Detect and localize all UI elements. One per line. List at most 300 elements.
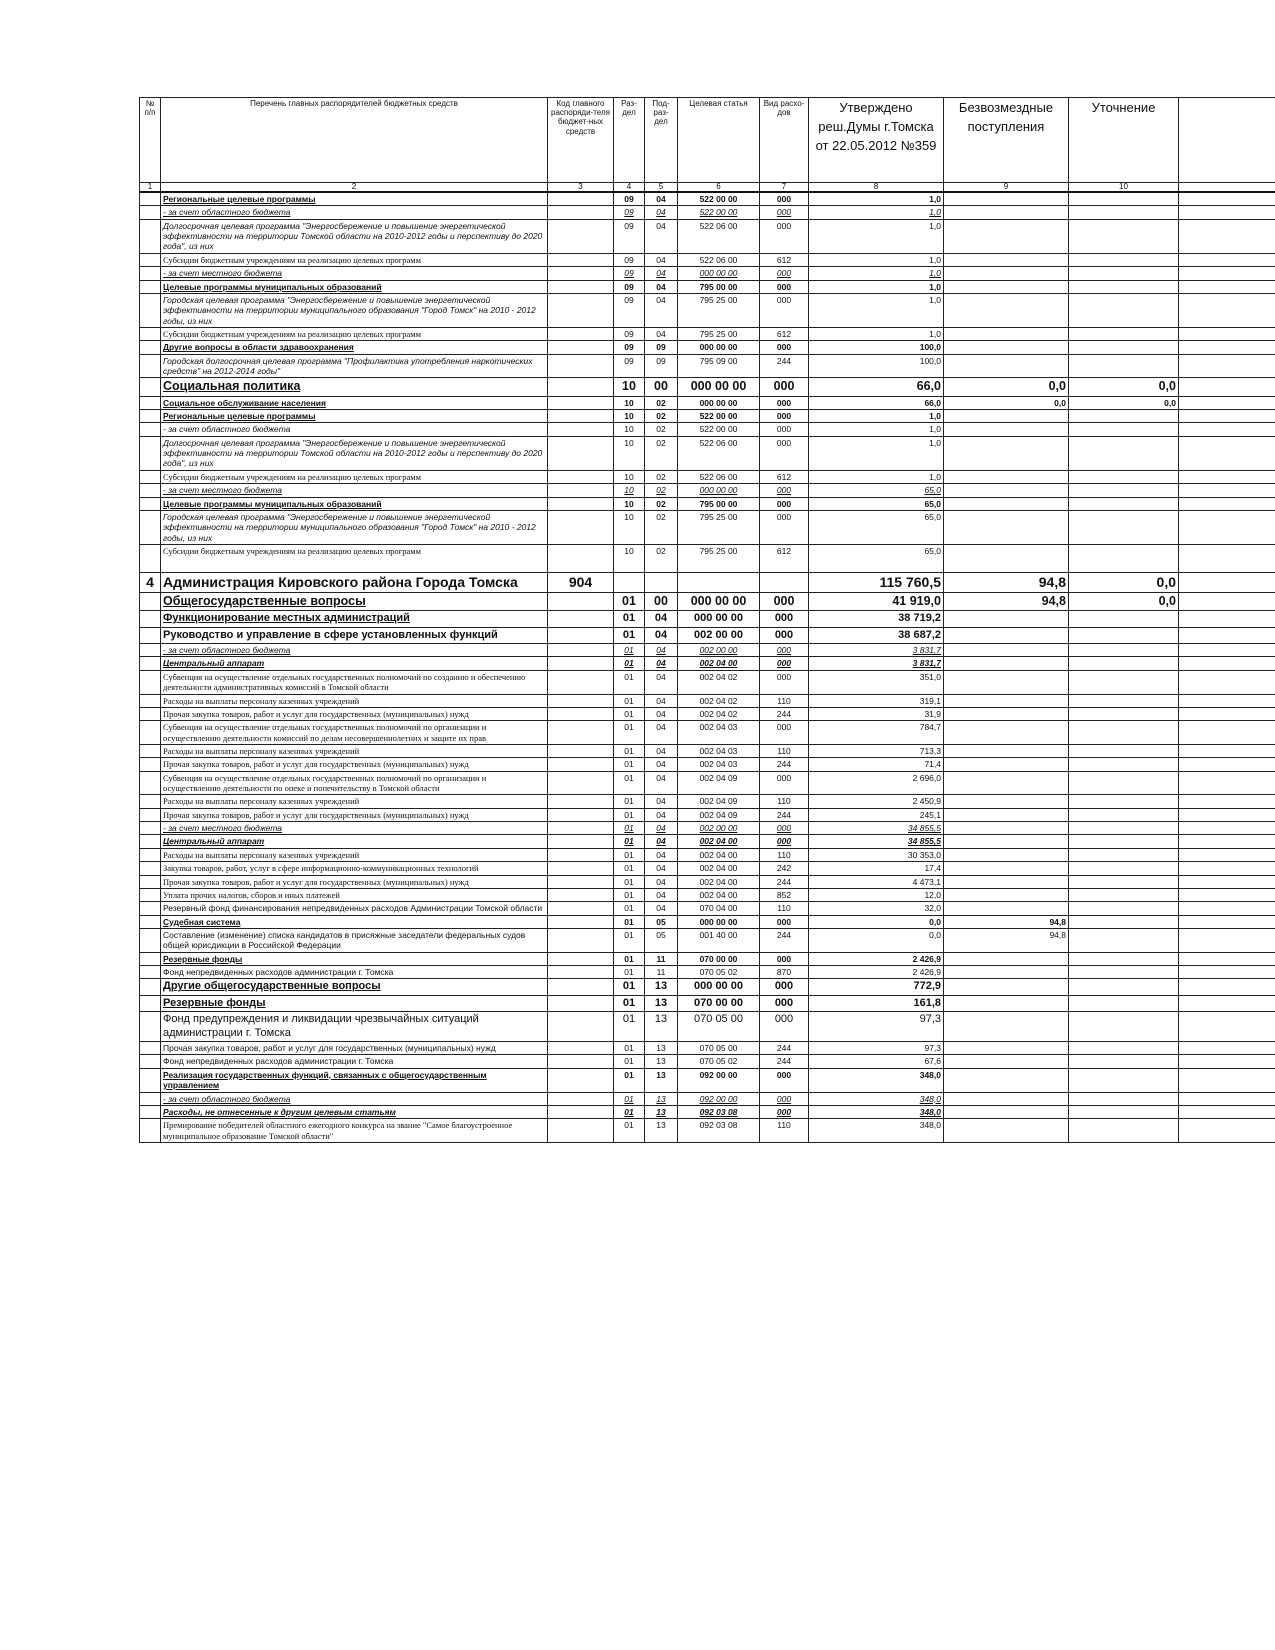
row-clarify (1069, 808, 1179, 821)
row-approved: 1,0 (809, 267, 944, 280)
row-subsection: 04 (645, 835, 678, 848)
row-code (548, 1055, 614, 1068)
row-number (140, 1119, 161, 1143)
row-grants (944, 758, 1069, 771)
table-row (140, 862, 1275, 875)
row-code (548, 192, 614, 206)
row-name: Прочая закупка товаров, работ и услуг для государственных (муниципальных) нужд (161, 1042, 548, 1055)
row-code (548, 436, 614, 470)
row-grants (944, 670, 1069, 694)
row-exp-type: 870 (760, 966, 809, 979)
row-subsection: 13 (645, 979, 678, 995)
row-extra (1179, 707, 1275, 720)
row-approved: 3 831,7 (809, 644, 944, 657)
row-target: 795 25 00 (678, 510, 760, 544)
row-grants (944, 995, 1069, 1011)
table-row (140, 707, 1275, 720)
row-code (548, 694, 614, 707)
row-grants (944, 293, 1069, 327)
row-extra (1179, 396, 1275, 409)
col-target-header: Целевая статья (678, 98, 760, 183)
row-number (140, 1055, 161, 1068)
row-code (548, 327, 614, 340)
row-section: 01 (614, 1105, 645, 1118)
row-grants (944, 1012, 1069, 1042)
table-row (140, 206, 1275, 219)
row-exp-type: 000 (760, 497, 809, 510)
row-code (548, 915, 614, 928)
row-clarify (1069, 253, 1179, 266)
row-grants (944, 327, 1069, 340)
row-grants (944, 835, 1069, 848)
row-extra (1179, 436, 1275, 470)
table-row (140, 1119, 1275, 1143)
row-name: Премирование победителей областного ежегодного конкурса на звание "Самое благоустроенное муниципальное образование Томской области" (161, 1119, 548, 1143)
row-extra (1179, 694, 1275, 707)
table-row (140, 644, 1275, 657)
budget-sheet (139, 97, 1275, 1143)
col-number: 3 (548, 183, 614, 193)
row-exp-type: 000 (760, 1012, 809, 1042)
row-clarify (1069, 744, 1179, 757)
row-section: 09 (614, 341, 645, 354)
table-row (140, 192, 1275, 206)
row-target: 795 25 00 (678, 293, 760, 327)
row-target: 002 04 00 (678, 848, 760, 861)
row-subsection: 05 (645, 915, 678, 928)
row-number (140, 795, 161, 808)
table-row (140, 410, 1275, 423)
row-target: 070 00 00 (678, 952, 760, 965)
row-grants: 94,8 (944, 572, 1069, 592)
row-exp-type: 000 (760, 1105, 809, 1118)
row-grants (944, 795, 1069, 808)
row-subsection: 13 (645, 1092, 678, 1105)
row-section: 01 (614, 644, 645, 657)
col-number: 7 (760, 183, 809, 193)
row-approved: 1,0 (809, 436, 944, 470)
row-section: 10 (614, 423, 645, 436)
row-grants (944, 510, 1069, 544)
row-approved: 115 760,5 (809, 572, 944, 592)
row-extra (1179, 744, 1275, 757)
row-approved: 32,0 (809, 902, 944, 915)
row-clarify (1069, 1119, 1179, 1143)
row-approved: 0,0 (809, 915, 944, 928)
row-name: Долгосрочная целевая программа "Энергосбережение и повышение энергетической эффективности на территории Томской области на 2010-2012 годы и перспективу до 2020 года", из них (161, 219, 548, 253)
table-row (140, 848, 1275, 861)
row-name: - за счет областного бюджета (161, 206, 548, 219)
row-number (140, 219, 161, 253)
row-number (140, 670, 161, 694)
row-extra (1179, 1105, 1275, 1118)
row-grants (944, 192, 1069, 206)
row-name: Составление (изменение) списка кандидатов в присяжные заседатели федеральных судов общей юрисдикции в Российской Федерации (161, 929, 548, 953)
col-num-header: № п/п (140, 98, 161, 183)
row-number (140, 721, 161, 745)
row-target: 000 00 00 (678, 341, 760, 354)
row-name: Субвенция на осуществление отдельных государственных полномочий по организации и осуществлению деятельности комиссий по делам несовершеннолетних и защите их прав (161, 721, 548, 745)
row-extra (1179, 771, 1275, 795)
col-exptype-header: Вид расхо-дов (760, 98, 809, 183)
row-clarify (1069, 966, 1179, 979)
row-extra (1179, 888, 1275, 901)
col-number: 5 (645, 183, 678, 193)
table-row (140, 758, 1275, 771)
row-section: 01 (614, 657, 645, 670)
row-name: Целевые программы муниципальных образований (161, 497, 548, 510)
row-name: Долгосрочная целевая программа "Энергосбережение и повышение энергетической эффективности на территории Томской области на 2010-2012 годы и перспективу до 2020 года", из них (161, 436, 548, 470)
row-number (140, 758, 161, 771)
row-number (140, 952, 161, 965)
row-approved: 784,7 (809, 721, 944, 745)
row-clarify (1069, 510, 1179, 544)
row-section: 01 (614, 593, 645, 611)
row-section: 01 (614, 611, 645, 627)
row-name: Администрация Кировского района Города Томска (161, 572, 548, 592)
row-code (548, 354, 614, 378)
row-grants: 94,8 (944, 929, 1069, 953)
row-subsection: 04 (645, 808, 678, 821)
row-target: 000 00 00 (678, 593, 760, 611)
row-name: Субсидии бюджетным учреждениям на реализацию целевых программ (161, 327, 548, 340)
col-number: 1 (140, 183, 161, 193)
row-approved: 2 450,9 (809, 795, 944, 808)
row-extra (1179, 572, 1275, 592)
col-section-header: Раз-дел (614, 98, 645, 183)
row-name: Субсидии бюджетным учреждениям на реализацию целевых программ (161, 253, 548, 266)
row-grants (944, 436, 1069, 470)
row-section: 01 (614, 875, 645, 888)
row-code (548, 670, 614, 694)
row-section: 01 (614, 721, 645, 745)
table-row (140, 544, 1275, 572)
row-approved: 12,0 (809, 888, 944, 901)
row-code (548, 758, 614, 771)
row-section: 01 (614, 1119, 645, 1143)
row-approved: 100,0 (809, 354, 944, 378)
row-exp-type: 244 (760, 707, 809, 720)
row-clarify (1069, 1042, 1179, 1055)
table-row (140, 979, 1275, 995)
row-clarify (1069, 293, 1179, 327)
row-extra (1179, 354, 1275, 378)
row-number (140, 848, 161, 861)
row-grants (944, 354, 1069, 378)
row-name: Городская целевая программа "Энергосбережение и повышение энергетической эффективности на территории муниципального образования "Город Томск" на 2010 - 2012 годы, из них (161, 293, 548, 327)
row-target: 000 00 00 (678, 378, 760, 396)
row-section: 01 (614, 995, 645, 1011)
row-code (548, 378, 614, 396)
row-clarify (1069, 758, 1179, 771)
row-exp-type: 612 (760, 470, 809, 483)
row-name: Городская долгосрочная целевая программа "Профилактика употребления наркотических средств" на 2012-2014 годы" (161, 354, 548, 378)
row-extra (1179, 670, 1275, 694)
row-target: 000 00 00 (678, 396, 760, 409)
row-subsection: 13 (645, 1042, 678, 1055)
row-subsection: 02 (645, 497, 678, 510)
row-code (548, 888, 614, 901)
row-name: Фонд непредвиденных расходов администрации г. Томска (161, 966, 548, 979)
row-exp-type: 000 (760, 593, 809, 611)
row-extra (1179, 966, 1275, 979)
row-target: 002 04 00 (678, 835, 760, 848)
row-name: Фонд непредвиденных расходов администрации г. Томска (161, 1055, 548, 1068)
row-clarify (1069, 657, 1179, 670)
row-code (548, 862, 614, 875)
row-extra (1179, 1092, 1275, 1105)
row-clarify (1069, 206, 1179, 219)
row-grants: 94,8 (944, 915, 1069, 928)
row-approved: 348,0 (809, 1119, 944, 1143)
row-subsection: 04 (645, 657, 678, 670)
row-approved: 65,0 (809, 544, 944, 572)
row-section (614, 572, 645, 592)
row-grants (944, 253, 1069, 266)
row-approved: 2 426,9 (809, 966, 944, 979)
row-name: Расходы на выплаты персоналу казенных учреждений (161, 744, 548, 757)
table-row (140, 354, 1275, 378)
row-target: 002 04 09 (678, 771, 760, 795)
row-extra (1179, 206, 1275, 219)
row-number (140, 206, 161, 219)
table-row (140, 670, 1275, 694)
row-clarify: 0,0 (1069, 572, 1179, 592)
row-exp-type: 110 (760, 744, 809, 757)
row-extra (1179, 795, 1275, 808)
row-number (140, 627, 161, 643)
row-number (140, 192, 161, 206)
table-row (140, 929, 1275, 953)
row-target: 002 04 02 (678, 707, 760, 720)
row-approved: 1,0 (809, 327, 944, 340)
col-clarify-header: Уточнение (1069, 98, 1179, 183)
row-code (548, 822, 614, 835)
row-subsection: 04 (645, 206, 678, 219)
row-grants (944, 657, 1069, 670)
row-subsection: 04 (645, 744, 678, 757)
row-target: 000 00 00 (678, 979, 760, 995)
row-number (140, 267, 161, 280)
row-target: 795 00 00 (678, 280, 760, 293)
col-number: 10 (1069, 183, 1179, 193)
row-exp-type: 612 (760, 544, 809, 572)
row-extra (1179, 192, 1275, 206)
row-extra (1179, 848, 1275, 861)
row-target: 070 05 00 (678, 1042, 760, 1055)
row-section: 01 (614, 670, 645, 694)
row-code (548, 423, 614, 436)
row-clarify (1069, 1012, 1179, 1042)
row-number (140, 341, 161, 354)
row-name: - за счет областного бюджета (161, 1092, 548, 1105)
row-extra (1179, 875, 1275, 888)
row-subsection: 04 (645, 771, 678, 795)
row-section: 01 (614, 744, 645, 757)
row-name: Фонд предупреждения и ликвидации чрезвычайных ситуаций администрации г. Томска (161, 1012, 548, 1042)
row-name: Уплата прочих налогов, сборов и иных платежей (161, 888, 548, 901)
row-exp-type: 110 (760, 848, 809, 861)
row-number (140, 875, 161, 888)
row-grants (944, 979, 1069, 995)
row-name: Региональные целевые программы (161, 410, 548, 423)
row-extra (1179, 1119, 1275, 1143)
row-number (140, 253, 161, 266)
row-exp-type: 000 (760, 280, 809, 293)
row-code (548, 657, 614, 670)
row-name: Субвенция на осуществление отдельных государственных полномочий по созданию и обеспечению деятельности административных комиссий в Томской области (161, 670, 548, 694)
row-extra (1179, 470, 1275, 483)
row-exp-type: 000 (760, 341, 809, 354)
row-name: Закупка товаров, работ, услуг в сфере информационно-коммуникационных технологий (161, 862, 548, 875)
row-exp-type: 000 (760, 206, 809, 219)
row-section: 09 (614, 267, 645, 280)
budget-table (139, 97, 1275, 1143)
row-grants (944, 410, 1069, 423)
row-extra (1179, 267, 1275, 280)
row-number (140, 470, 161, 483)
table-row (140, 808, 1275, 821)
row-number (140, 657, 161, 670)
row-number (140, 822, 161, 835)
row-approved: 1,0 (809, 423, 944, 436)
row-name: Реализация государственных функций, связанных с общегосударственным управлением (161, 1068, 548, 1092)
row-number (140, 979, 161, 995)
row-exp-type: 244 (760, 929, 809, 953)
row-clarify (1069, 822, 1179, 835)
row-approved: 319,1 (809, 694, 944, 707)
row-clarify (1069, 192, 1179, 206)
row-section: 01 (614, 795, 645, 808)
row-grants (944, 644, 1069, 657)
row-code (548, 267, 614, 280)
col-number: 6 (678, 183, 760, 193)
row-exp-type: 244 (760, 354, 809, 378)
row-approved: 66,0 (809, 378, 944, 396)
row-section: 01 (614, 835, 645, 848)
row-number (140, 862, 161, 875)
row-section: 01 (614, 902, 645, 915)
row-subsection: 11 (645, 952, 678, 965)
row-name: Расходы на выплаты персоналу казенных учреждений (161, 848, 548, 861)
row-extra (1179, 219, 1275, 253)
row-exp-type: 000 (760, 436, 809, 470)
row-target: 092 03 08 (678, 1119, 760, 1143)
table-row (140, 1092, 1275, 1105)
row-target: 522 00 00 (678, 410, 760, 423)
table-row (140, 1042, 1275, 1055)
row-name: Субвенция на осуществление отдельных государственных полномочий по организации и осуществлению деятельности по опеке и попечительству в Томской области (161, 771, 548, 795)
row-subsection: 04 (645, 293, 678, 327)
row-grants (944, 470, 1069, 483)
table-row (140, 593, 1275, 611)
row-code (548, 611, 614, 627)
row-grants (944, 1119, 1069, 1143)
row-extra (1179, 1055, 1275, 1068)
row-name: Руководство и управление в сфере установленных функций (161, 627, 548, 643)
row-exp-type: 000 (760, 219, 809, 253)
row-number (140, 1012, 161, 1042)
table-row (140, 436, 1275, 470)
table-row (140, 1055, 1275, 1068)
row-target: 002 04 02 (678, 694, 760, 707)
row-grants (944, 544, 1069, 572)
row-clarify (1069, 952, 1179, 965)
row-grants (944, 875, 1069, 888)
row-exp-type: 852 (760, 888, 809, 901)
table-row (140, 267, 1275, 280)
row-number (140, 694, 161, 707)
table-row (140, 396, 1275, 409)
row-target: 522 00 00 (678, 423, 760, 436)
row-number (140, 1092, 161, 1105)
row-grants (944, 848, 1069, 861)
row-approved: 1,0 (809, 192, 944, 206)
row-code (548, 280, 614, 293)
row-subsection: 04 (645, 280, 678, 293)
row-clarify: 0,0 (1069, 396, 1179, 409)
row-code (548, 253, 614, 266)
table-row (140, 657, 1275, 670)
row-approved: 41 919,0 (809, 593, 944, 611)
table-row (140, 1068, 1275, 1092)
row-grants (944, 694, 1069, 707)
row-number (140, 644, 161, 657)
table-row (140, 875, 1275, 888)
table-row (140, 341, 1275, 354)
table-row (140, 219, 1275, 253)
row-exp-type: 612 (760, 327, 809, 340)
row-name: - за счет местного бюджета (161, 822, 548, 835)
row-section: 01 (614, 979, 645, 995)
row-subsection: 02 (645, 484, 678, 497)
table-row (140, 327, 1275, 340)
table-row (140, 484, 1275, 497)
row-target: 002 04 09 (678, 808, 760, 821)
row-target (678, 572, 760, 592)
row-subsection: 13 (645, 1119, 678, 1143)
col-subsection-header: Под-раз-дел (645, 98, 678, 183)
row-exp-type: 000 (760, 822, 809, 835)
row-name: Резервный фонд финансирования непредвиденных расходов Администрации Томской области (161, 902, 548, 915)
row-name: Социальная политика (161, 378, 548, 396)
row-exp-type: 000 (760, 995, 809, 1011)
row-section: 01 (614, 848, 645, 861)
row-section: 01 (614, 888, 645, 901)
row-number (140, 835, 161, 848)
row-approved: 772,9 (809, 979, 944, 995)
table-row (140, 627, 1275, 643)
row-grants (944, 1068, 1069, 1092)
table-row (140, 952, 1275, 965)
col-extra-header (1179, 98, 1275, 183)
row-number (140, 510, 161, 544)
row-subsection: 04 (645, 219, 678, 253)
row-approved: 351,0 (809, 670, 944, 694)
row-clarify (1069, 470, 1179, 483)
row-number (140, 378, 161, 396)
row-subsection: 13 (645, 1105, 678, 1118)
table-row (140, 966, 1275, 979)
row-clarify (1069, 795, 1179, 808)
row-target: 002 04 02 (678, 670, 760, 694)
row-target: 070 05 02 (678, 966, 760, 979)
row-exp-type: 000 (760, 627, 809, 643)
row-name: - за счет областного бюджета (161, 644, 548, 657)
row-target: 002 04 00 (678, 875, 760, 888)
row-number (140, 280, 161, 293)
row-number (140, 544, 161, 572)
